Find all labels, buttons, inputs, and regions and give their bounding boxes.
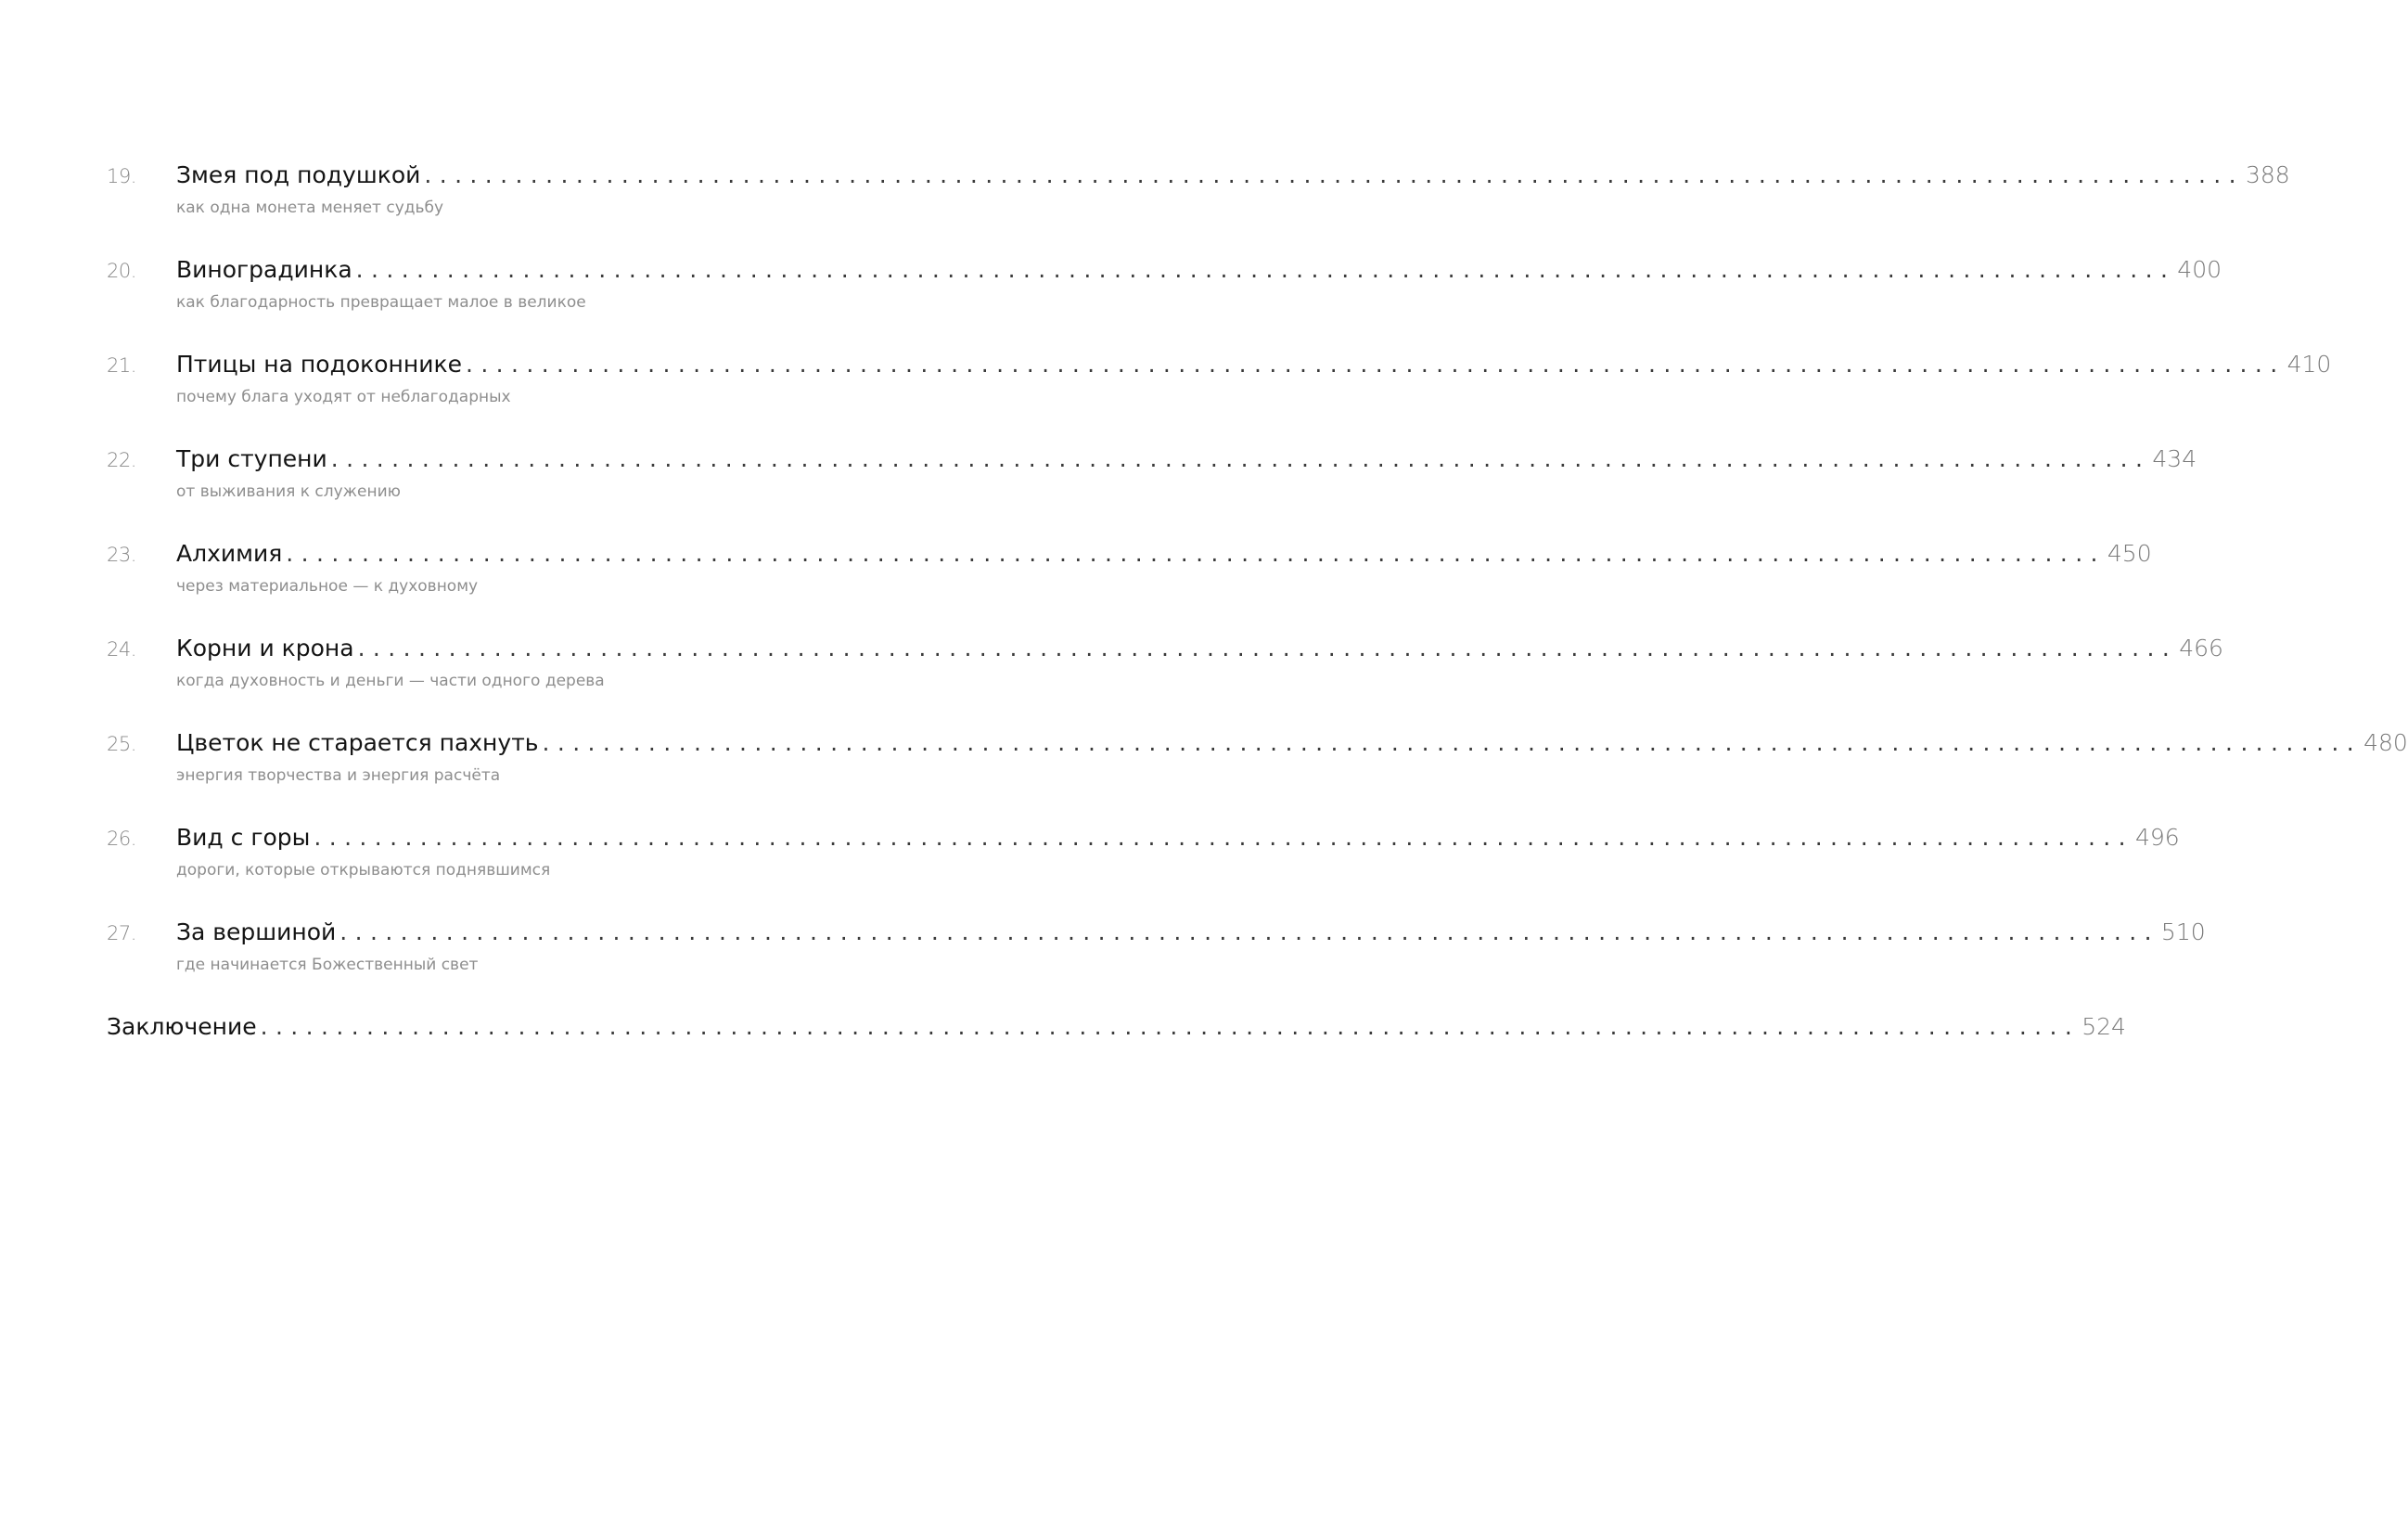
chapter-number: 23.	[107, 544, 136, 566]
chapter-title[interactable]: Виноградинка	[176, 256, 352, 283]
toc-entry-23[interactable]	[107, 540, 2152, 635]
title-leader-wrap	[176, 824, 2133, 851]
chapter-title[interactable]: Алхимия	[176, 540, 283, 567]
page-number: 434	[2152, 445, 2197, 472]
chapter-number: 21.	[107, 354, 136, 377]
chapter-title[interactable]: Три ступени	[176, 445, 327, 472]
toc-entry-row	[107, 351, 2332, 388]
page-number: 400	[2177, 256, 2222, 283]
dot-leader: ........................................................................................................................	[286, 540, 2106, 567]
title-leader-wrap	[176, 918, 2159, 945]
chapter-subtitle: как благодарность превращает малое в великое	[176, 293, 586, 312]
dot-leader: ........................................................................................................................	[330, 445, 2151, 472]
chapter-number: 27.	[107, 922, 136, 944]
chapter-number: 20.	[107, 260, 136, 282]
dot-leader: ........................................................................................................................	[260, 1013, 2081, 1040]
page-number: 480	[2363, 729, 2408, 756]
toc-entry-26[interactable]	[107, 824, 2180, 918]
chapter-number: 19.	[107, 165, 136, 187]
conclusion-title[interactable]: Заключение	[107, 1013, 257, 1040]
title-leader-wrap	[107, 1013, 2080, 1040]
chapter-subtitle: как одна монета меняет судьбу	[176, 199, 444, 217]
chapter-subtitle: энергия творчества и энергия расчёта	[176, 766, 501, 785]
toc-entry-row	[107, 445, 2197, 482]
chapter-title[interactable]: Цветок не старается пахнуть	[176, 729, 539, 756]
dot-leader: ........................................................................................................................	[355, 256, 2176, 283]
toc-entry-24[interactable]	[107, 635, 2223, 729]
page-number: 496	[2135, 824, 2180, 851]
chapter-number: 25.	[107, 733, 136, 755]
page-number: 388	[2246, 161, 2290, 188]
chapter-subtitle: почему блага уходят от неблагодарных	[176, 388, 511, 406]
dot-leader: ........................................................................................................................	[357, 635, 2178, 661]
title-leader-wrap	[176, 445, 2150, 472]
page-number: 510	[2160, 918, 2206, 945]
table-of-contents	[107, 161, 2408, 1108]
toc-entry-row	[107, 729, 2408, 766]
chapter-subtitle: когда духовность и деньги — части одного дерева	[176, 672, 605, 690]
chapter-number: 26.	[107, 828, 136, 850]
toc-entry-22[interactable]	[107, 445, 2197, 540]
toc-entry-27[interactable]	[107, 918, 2206, 1013]
toc-entry-21[interactable]	[107, 351, 2332, 445]
dot-leader: ........................................................................................................................	[542, 729, 2363, 756]
chapter-number: 22.	[107, 449, 136, 471]
toc-entry-20[interactable]	[107, 256, 2222, 351]
toc-entry-row	[107, 918, 2206, 956]
page-number: 524	[2081, 1013, 2126, 1040]
dot-leader: ........................................................................................................................	[314, 824, 2133, 851]
title-leader-wrap	[176, 540, 2106, 567]
chapter-subtitle: от выживания к служению	[176, 482, 401, 501]
toc-entry-row	[107, 1013, 2126, 1050]
dot-leader: ........................................................................................................................	[465, 351, 2286, 378]
page-number: 450	[2107, 540, 2152, 567]
chapter-title[interactable]: Птицы на подоконнике	[176, 351, 462, 378]
dot-leader: ........................................................................................................................	[424, 161, 2244, 188]
chapter-title[interactable]: Змея под подушкой	[176, 161, 421, 188]
toc-entry-row	[107, 540, 2152, 577]
toc-entry-19[interactable]	[107, 161, 2290, 256]
title-leader-wrap	[176, 161, 2244, 188]
page-number: 466	[2179, 635, 2223, 661]
dot-leader: ........................................................................................................................	[339, 918, 2159, 945]
title-leader-wrap	[176, 635, 2177, 661]
toc-entry-25[interactable]	[107, 729, 2408, 824]
title-leader-wrap	[176, 351, 2286, 378]
title-leader-wrap	[176, 729, 2362, 756]
chapter-subtitle: дороги, которые открываются поднявшимся	[176, 861, 551, 880]
chapter-title[interactable]: За вершиной	[176, 918, 337, 945]
chapter-subtitle: через материальное — к духовному	[176, 577, 479, 596]
title-leader-wrap	[176, 256, 2175, 283]
page-number: 410	[2286, 351, 2332, 378]
toc-entry-row	[107, 824, 2180, 861]
chapter-title[interactable]: Корни и крона	[176, 635, 354, 661]
toc-entry-row	[107, 256, 2222, 293]
toc-entry-row	[107, 161, 2290, 199]
toc-entry-row	[107, 635, 2223, 672]
chapter-title[interactable]: Вид с горы	[176, 824, 311, 851]
chapter-number: 24.	[107, 638, 136, 661]
toc-entry-conclusion[interactable]	[107, 1013, 2126, 1108]
chapter-subtitle: где начинается Божественный свет	[176, 956, 479, 974]
